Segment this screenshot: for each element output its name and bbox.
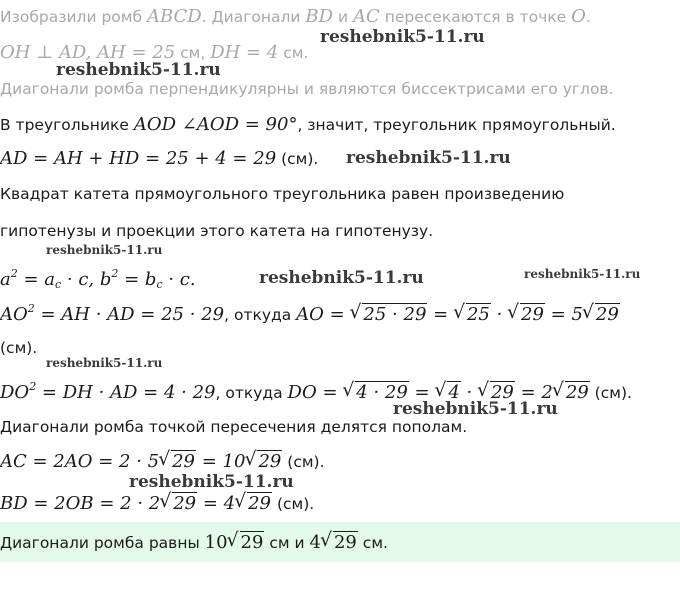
math-do-root: DO = √ 4 · 29 = √ 4 · √ 29 = 2√ 29 — [288, 382, 590, 403]
math-given: DH = 4 — [210, 42, 279, 63]
watermark: reshebnik5-11.ru — [524, 267, 641, 281]
math-ac: AC — [353, 6, 380, 27]
theorem-line-2: гипотенузы и проекции этого катета на гипотенузу. — [0, 222, 434, 240]
solution-line-triangle — [0, 114, 616, 136]
text: (см). — [589, 384, 632, 402]
text: , откуда — [224, 306, 297, 324]
watermark: reshebnik5-11.ru — [46, 356, 163, 370]
math-answer-bd: 4√ 29 — [310, 532, 358, 553]
math-given: OH ⊥ AD, AH = 25 — [0, 42, 176, 63]
given-line-1 — [0, 6, 591, 28]
text: пересекаются в точке — [379, 8, 572, 26]
answer-line — [0, 532, 388, 554]
text: , значит, треугольник прямоугольный. — [297, 116, 616, 134]
text: Изобразили ромб — [0, 8, 147, 26]
math-ao: $AO^2$ = AH · AD = 25 · 29 — [0, 302, 225, 325]
text: см, — [175, 44, 211, 62]
math-bd-eq: BD = 2OB = 2 · 2√ 29 = 4√ 29 — [0, 493, 272, 514]
watermark: reshebnik5-11.ru — [393, 399, 558, 419]
math-do: $DO^2$ = DH · AD = 4 · 29 — [0, 380, 216, 403]
math-angle: AOD ∠AOD = 90° — [133, 114, 298, 135]
text: (см). — [272, 495, 315, 513]
math-answer-ac: 10√ 29 — [205, 532, 265, 553]
math-o: O — [571, 6, 586, 27]
solution-line-ao — [0, 298, 620, 326]
text: см. — [278, 44, 309, 62]
text: . — [585, 8, 591, 26]
theorem-line-1: Квадрат катета прямоугольного треугольника равен произведению — [0, 185, 565, 203]
unit-line: (см). — [0, 339, 38, 357]
formula-line: $a^2 = a_c \cdot c$, $b^2 = b_c \cdot c$. — [0, 267, 196, 291]
math-abcd: ABCD — [146, 6, 202, 27]
text: , откуда — [215, 384, 288, 402]
solution-line-ac — [0, 451, 325, 473]
solution-line-bd — [0, 493, 314, 515]
math-ad: AD = AH + HD = 25 + 4 = 29 — [0, 148, 277, 169]
text: (см). — [282, 453, 325, 471]
given-line-3: Диагонали ромба перпендикулярны и являются биссектрисами его углов. — [0, 80, 614, 98]
math-ac-eq: AC = 2AO = 2 · 5√ 29 = 10√ 29 — [0, 451, 282, 472]
text: (см). — [276, 150, 319, 168]
text: см и — [264, 534, 310, 552]
solution-line-ad — [0, 148, 318, 170]
math-ao-root: AO = √ 25 · 29 = √ 25 · √ 29 = 5√ 29 — [296, 304, 620, 325]
watermark: reshebnik5-11.ru — [346, 148, 511, 168]
text: . Диагонали — [201, 8, 306, 26]
text: Диагонали ромба равны — [0, 534, 205, 552]
math-bd: BD — [305, 6, 334, 27]
watermark: reshebnik5-11.ru — [56, 60, 221, 80]
text: В треугольнике — [0, 116, 134, 134]
watermark: reshebnik5-11.ru — [129, 472, 294, 492]
property-line: Диагонали ромба точкой пересечения делятся пополам. — [0, 418, 468, 436]
text: см. — [357, 534, 388, 552]
watermark: reshebnik5-11.ru — [46, 243, 163, 257]
watermark: reshebnik5-11.ru — [320, 27, 485, 47]
watermark: reshebnik5-11.ru — [259, 268, 424, 288]
text: и — [333, 8, 354, 26]
